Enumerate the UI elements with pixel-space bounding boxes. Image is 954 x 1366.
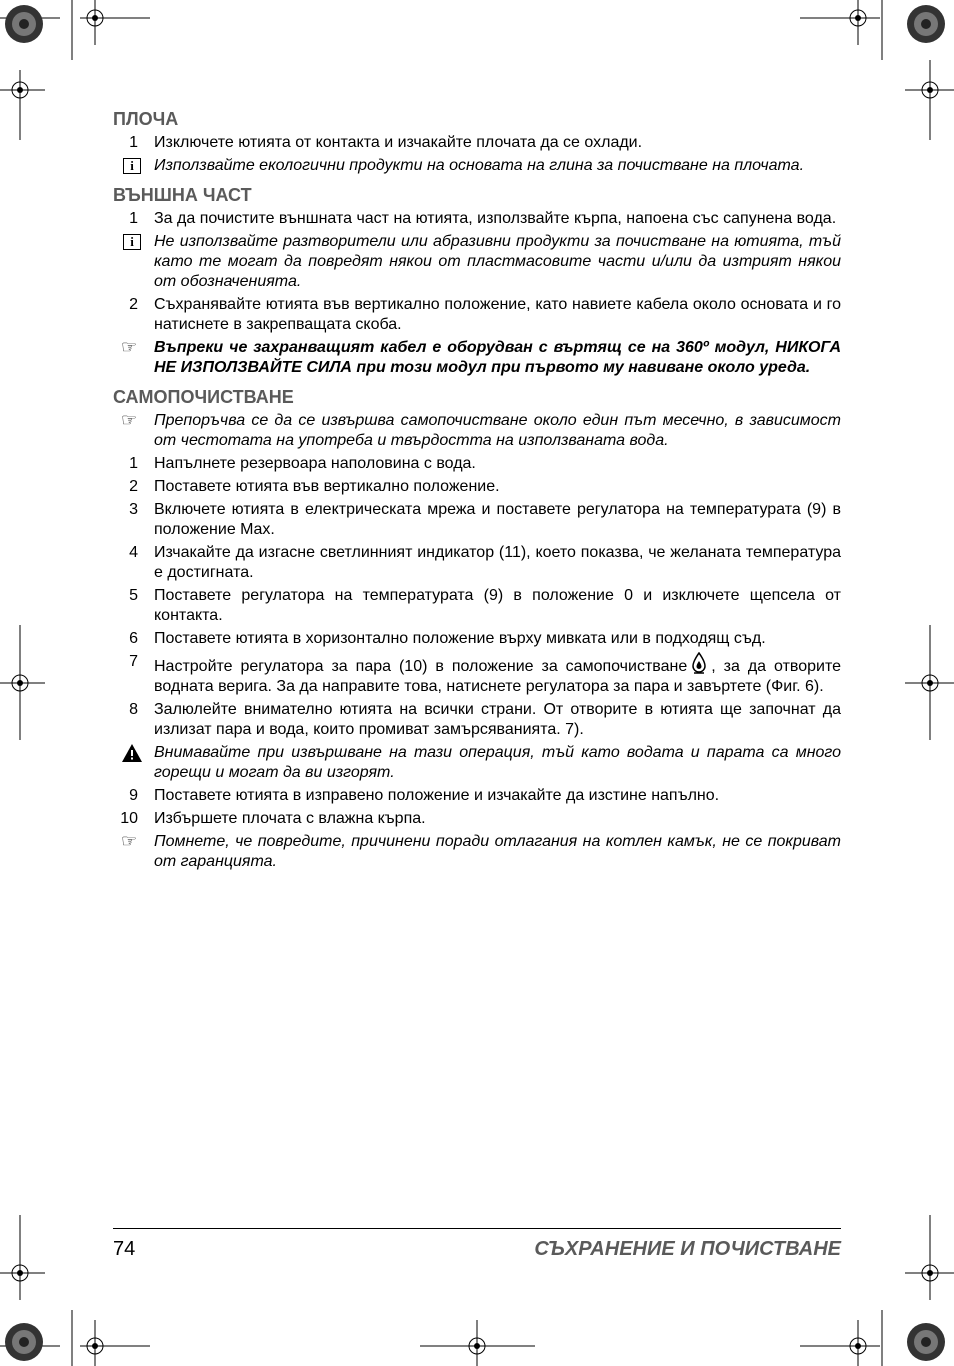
item-text: Изключете ютията от контакта и изчакайте плочата да се охлади. [154, 134, 643, 151]
info-icon: i [123, 158, 141, 174]
page-content [113, 108, 841, 880]
list-item [113, 156, 841, 176]
list-item [113, 786, 841, 806]
item-text-part: Настройте регулатора за пара (10) в положение за самопочистване [154, 658, 688, 675]
section [113, 386, 841, 872]
item-text: Препоръчва се да се извършва самопочистване около един път месечно, в зависимост от честотата на употреба и твърдостта на използваната вода. [154, 412, 841, 449]
item-text: Не използвайте разтворители или абразивни продукти за почистване на ютията, тъй като те могат да повредят някои от пластмасовите части и/или да изтрият някои от обозначенията. [154, 233, 841, 290]
step-number: 9 [129, 787, 138, 804]
step-number: 7 [129, 653, 138, 670]
item-text: Помнете, че повредите, причинени поради отлагания на котлен камък, не се покриват от гаранцията. [154, 833, 841, 870]
item-marker [113, 700, 154, 720]
step-number: 5 [129, 587, 138, 604]
list-item [113, 743, 841, 783]
item-text: Поставете ютията в хоризонтално положение върху мивката или в подходящ съд. [154, 630, 766, 647]
item-text: Напълнете резервоара наполовина с вода. [154, 455, 476, 472]
item-marker [113, 338, 154, 358]
item-marker [113, 543, 154, 563]
item-text: Изчакайте да изгасне светлинният индикатор (11), което показва, че желаната температура е достигната. [154, 544, 841, 581]
item-marker [113, 832, 154, 852]
item-marker [113, 133, 154, 153]
item-text: Използвайте екологични продукти на основата на глина за почистване на плочата. [154, 157, 805, 174]
list-item [113, 543, 841, 583]
step-number: 2 [129, 478, 138, 495]
item-marker [113, 500, 154, 520]
item-text: Поставете регулатора на температурата (9) в положение 0 и изключете щепсела от контакта. [154, 587, 841, 624]
item-marker [113, 209, 154, 229]
step-number: 8 [129, 701, 138, 718]
footer-title: СЪХРАНЕНИЕ И ПОЧИСТВАНЕ [534, 1238, 841, 1260]
step-number: 1 [129, 210, 138, 227]
list-item [113, 652, 841, 697]
item-text: Внимавайте при извършване на тази операция, тъй като водата и парата са много горещи и могат да ви изгорят. [154, 744, 841, 781]
item-marker [113, 652, 154, 672]
item-text: За да почистите външната част на ютията, използвайте кърпа, напоена със сапунена вода. [154, 210, 837, 227]
section [113, 184, 841, 378]
item-marker [113, 295, 154, 315]
list-item [113, 454, 841, 474]
list-item [113, 133, 841, 153]
info-icon: i [123, 234, 141, 250]
warning-icon [122, 744, 142, 768]
section-heading: ВЪНШНА ЧАСТ [113, 185, 252, 205]
list-item [113, 209, 841, 229]
step-number: 4 [129, 544, 138, 561]
list-item [113, 477, 841, 497]
list-item [113, 586, 841, 626]
item-text: Поставете ютията във вертикално положение. [154, 478, 500, 495]
item-marker [113, 586, 154, 606]
item-text-part: , за да отворите водната верига. За да направите това, натиснете регулатора за пара и завъртете (Фиг. 6). [154, 658, 841, 695]
item-text: Залюлейте внимателно ютията на всички страни. От отворите в ютията ще започнат да излизат пара и вода, които промиват замърсяванията. 7). [154, 701, 841, 738]
step-number: 10 [120, 810, 138, 827]
list-item [113, 411, 841, 451]
list-item [113, 295, 841, 335]
section-heading: САМОПОЧИСТВАНЕ [113, 387, 294, 407]
footer-rule [113, 1228, 841, 1229]
section-heading: ПЛОЧА [113, 109, 179, 129]
page-number: 74 [113, 1238, 136, 1260]
item-marker [113, 809, 154, 829]
section [113, 108, 841, 176]
step-number: 3 [129, 501, 138, 518]
item-text: Съхранявайте ютията във вертикално положение, като навиете кабела около основата и го натиснете в закрепващата скоба. [154, 296, 841, 333]
list-item [113, 832, 841, 872]
item-marker [113, 786, 154, 806]
step-number: 2 [129, 296, 138, 313]
item-marker [113, 743, 154, 763]
item-text: Поставете ютията в изправено положение и изчакайте да изстине напълно. [154, 787, 720, 804]
item-marker [113, 629, 154, 649]
list-item [113, 500, 841, 540]
item-marker [113, 454, 154, 474]
item-text: Включете ютията в електрическата мрежа и поставете регулатора на температурата (9) в положение Max. [154, 501, 841, 538]
list-item [113, 232, 841, 292]
list-item [113, 629, 841, 649]
pointing-hand-icon: ☞ [121, 410, 138, 430]
item-text: Въпреки че захранващият кабел е оборудван с въртящ се на 360º модул, НИКОГА НЕ ИЗПОЛЗВАЙТЕ СИЛА при този модул при първото му навиване около уреда. [154, 339, 841, 376]
list-item [113, 809, 841, 829]
self-clean-icon [691, 652, 707, 674]
item-marker [113, 232, 154, 252]
step-number: 6 [129, 630, 138, 647]
step-number: 1 [129, 134, 138, 151]
item-marker [113, 477, 154, 497]
item-text [154, 652, 841, 697]
item-marker [113, 156, 154, 176]
list-item [113, 700, 841, 740]
pointing-hand-icon: ☞ [121, 337, 138, 357]
item-marker [113, 411, 154, 431]
list-item [113, 338, 841, 378]
pointing-hand-icon: ☞ [121, 831, 138, 851]
item-text: Избършете плочата с влажна кърпа. [154, 810, 426, 827]
step-number: 1 [129, 455, 138, 472]
